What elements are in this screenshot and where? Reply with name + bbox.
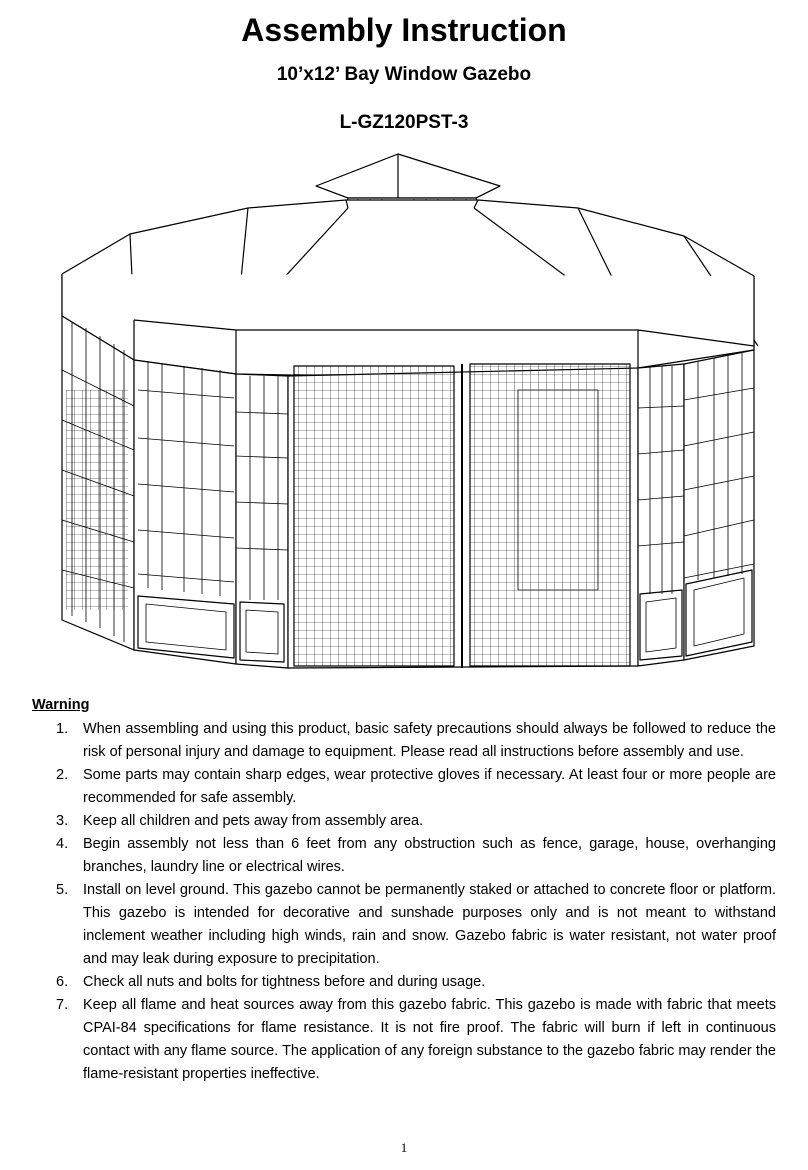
warning-item-4: 4. Begin assembly not less than 6 feet from any obstruction such as fence, garage, house, overhanging branches, laundry line or electrical wires. (56, 836, 776, 875)
warning-item-3: 3. Keep all children and pets away from assembly area. (56, 813, 424, 829)
gazebo-illustration-icon (58, 150, 758, 670)
product-name: 10’x12’ Bay Window Gazebo (276, 64, 532, 85)
warning-item-7: 7. Keep all flame and heat sources away from this gazebo fabric. This gazebo is made with fabric that meets CPAI-84 specifications for flame resistance. It is not fire proof. The fabric will burn if left in continuous contact with any flame source. The application of any foreign substance to the gazebo fabric may render the flame-resistant properties ineffective. (56, 997, 776, 1082)
document-title: Assembly Instruction (241, 12, 567, 48)
warning-item-6: 6. Check all nuts and bolts for tightness before and during usage. (56, 974, 486, 990)
warning-item-5: 5. Install on level ground. This gazebo cannot be permanently staked or attached to concrete floor or platform. This gazebo is intended for decorative and sunshade purposes only and is not meant to withstand inclement weather including high winds, rain and snow. Gazebo fabric is water resistant, not water proof and may leak during exposure to precipitation. (56, 882, 776, 967)
warning-item-1: 1. When assembling and using this product, basic safety precautions should always be followed to reduce the risk of personal injury and damage to equipment. Please read all instructions before assembly and use. (56, 721, 776, 760)
page-number: 1 (400, 1140, 408, 1155)
warning-item-2: 2. Some parts may contain sharp edges, wear protective gloves if necessary. At least four or more people are recommended for safe assembly. (56, 767, 776, 806)
warning-heading: Warning (32, 697, 90, 713)
warning-list (32, 718, 776, 1086)
model-number: L-GZ120PST-3 (339, 112, 469, 133)
